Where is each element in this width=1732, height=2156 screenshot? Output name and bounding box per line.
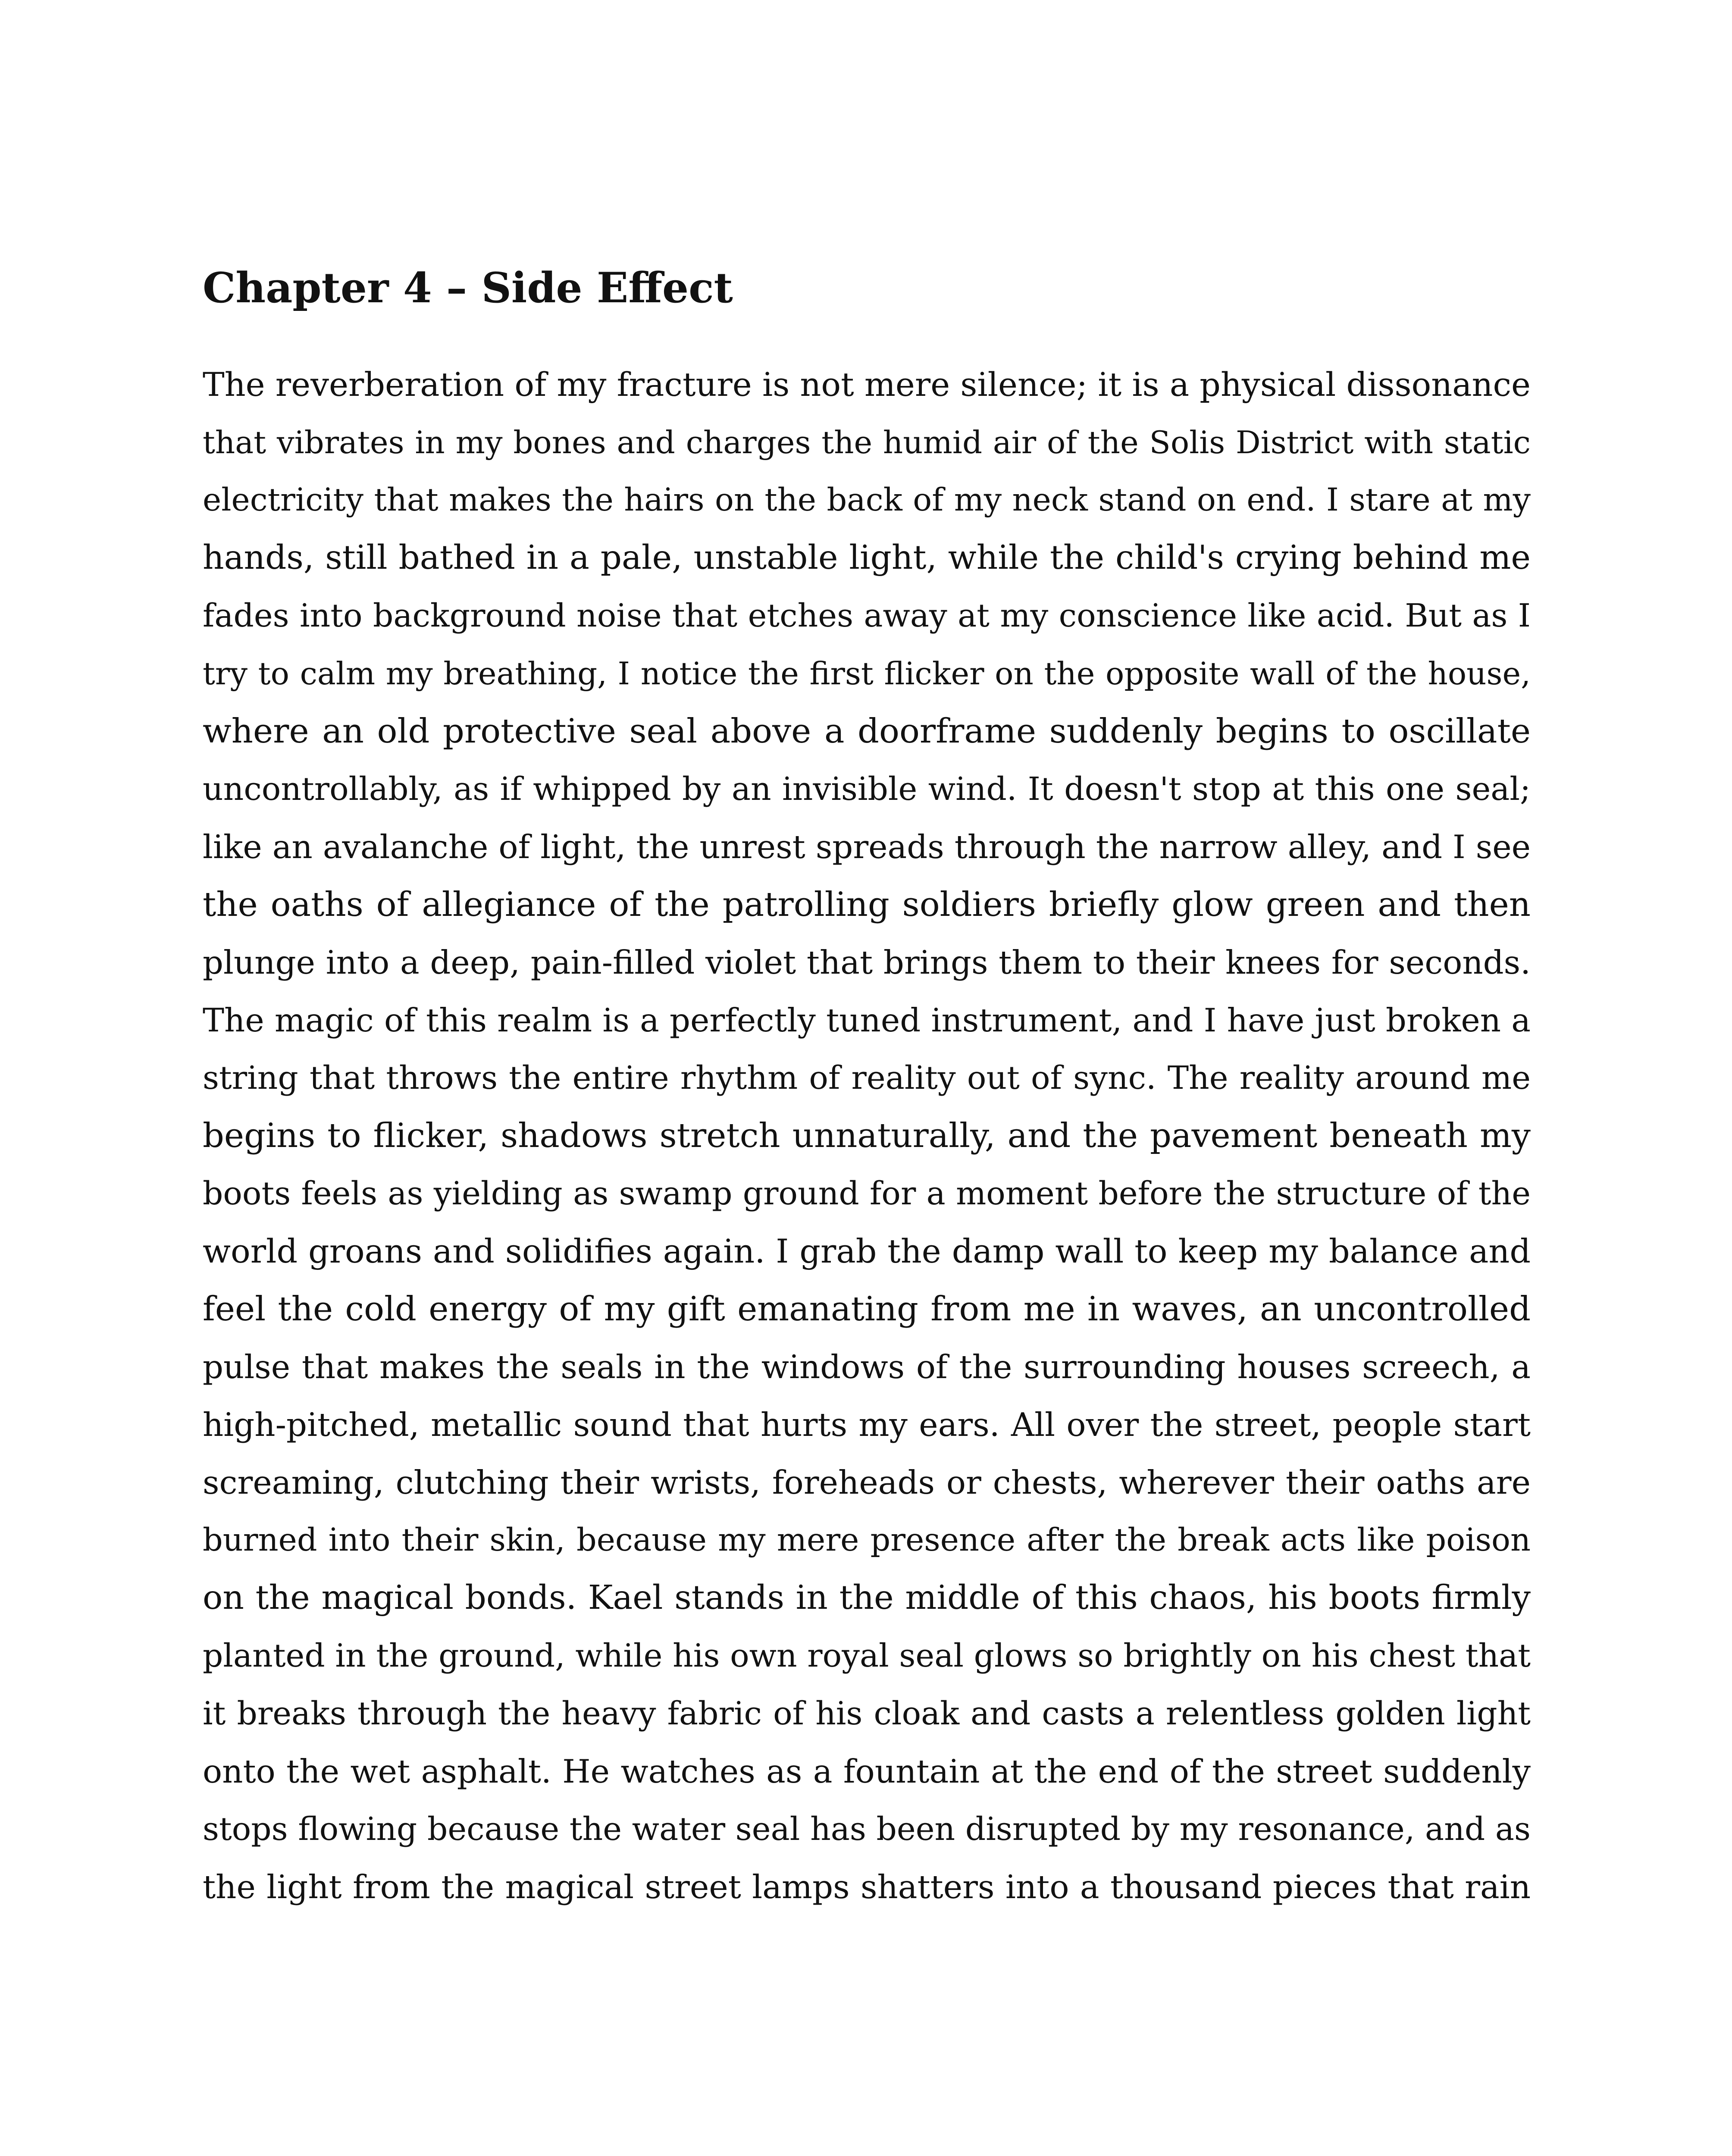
text-line: high-pitched, metallic sound that hurts my ears. All over the street, people start xyxy=(203,1406,1531,1444)
text-line: electricity that makes the hairs on the back of my neck stand on end. I stare at my xyxy=(203,482,1531,519)
text-line: where an old protective seal above a doorframe suddenly begins to oscillate xyxy=(203,712,1531,751)
text-line: onto the wet asphalt. He watches as a fountain at the end of the street suddenly xyxy=(203,1752,1531,1791)
text-line: The magic of this realm is a perfectly tuned instrument, and I have just broken a xyxy=(203,1001,1531,1040)
text-line: world groans and solidifies again. I grab the damp wall to keep my balance and xyxy=(203,1232,1531,1271)
text-line: it breaks through the heavy fabric of his cloak and casts a relentless golden light xyxy=(203,1695,1531,1733)
text-line: pulse that makes the seals in the windows of the surrounding houses screech, a xyxy=(203,1348,1531,1386)
text-line: The reverberation of my fracture is not mere silence; it is a physical dissonance xyxy=(203,365,1531,404)
text-line: fades into background noise that etches away at my conscience like acid. But as I xyxy=(203,597,1531,635)
text-line: that vibrates in my bones and charges the humid air of the Solis District with static xyxy=(203,424,1531,461)
text-line: hands, still bathed in a pale, unstable light, while the child's crying behind me xyxy=(203,539,1531,577)
text-line: stops flowing because the water seal has been disrupted by my resonance, and as xyxy=(203,1811,1531,1848)
text-line: try to calm my breathing, I notice the first flicker on the opposite wall of the house, xyxy=(203,655,1531,692)
text-line: planted in the ground, while his own royal seal glows so brightly on his chest that xyxy=(203,1637,1531,1675)
body-paragraph xyxy=(203,356,1531,1916)
text-line: burned into their skin, because my mere presence after the break acts like poison xyxy=(203,1522,1531,1559)
page-content xyxy=(203,263,1531,1916)
text-line: like an avalanche of light, the unrest spreads through the narrow alley, and I see xyxy=(203,828,1531,866)
text-line: the oaths of allegiance of the patrolling soldiers briefly glow green and then xyxy=(203,885,1531,924)
text-line: screaming, clutching their wrists, foreheads or chests, wherever their oaths are xyxy=(203,1463,1531,1502)
text-line: begins to flicker, shadows stretch unnaturally, and the pavement beneath my xyxy=(203,1116,1531,1156)
text-line: on the magical bonds. Kael stands in the middle of this chaos, his boots firmly xyxy=(203,1579,1531,1617)
text-line: plunge into a deep, pain-filled violet that brings them to their knees for seconds. xyxy=(203,943,1531,982)
text-line: uncontrollably, as if whipped by an invisible wind. It doesn't stop at this one seal; xyxy=(203,771,1531,808)
chapter-title: Chapter 4 – Side Effect xyxy=(203,263,733,312)
text-line: boots feels as yielding as swamp ground for a moment before the structure of the xyxy=(203,1175,1531,1213)
text-line: string that throws the entire rhythm of reality out of sync. The reality around me xyxy=(203,1059,1531,1097)
text-line: feel the cold energy of my gift emanating from me in waves, an uncontrolled xyxy=(203,1290,1531,1329)
text-line: the light from the magical street lamps shatters into a thousand pieces that rain xyxy=(203,1868,1531,1906)
